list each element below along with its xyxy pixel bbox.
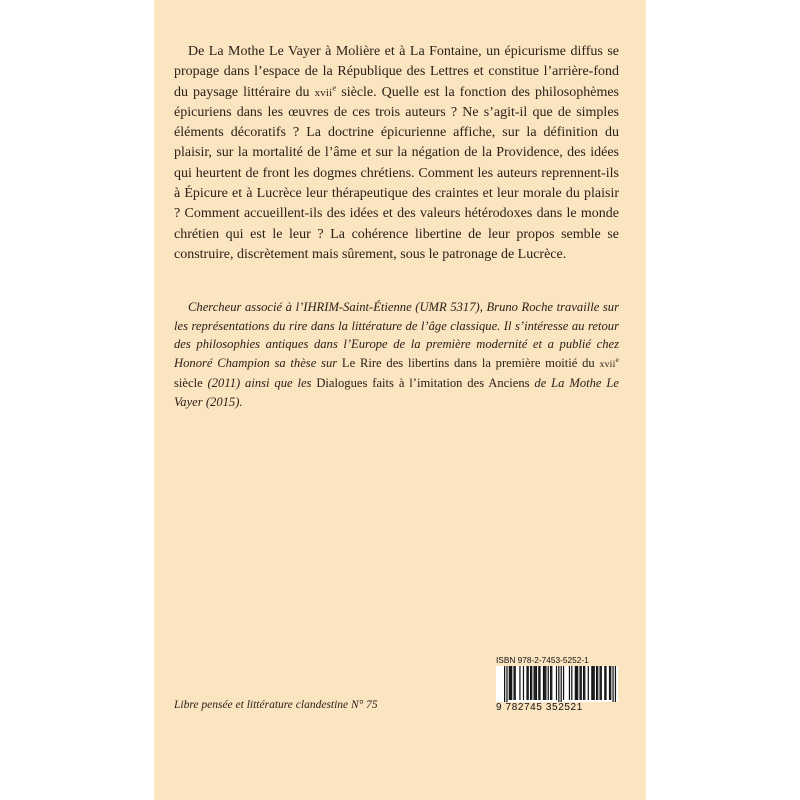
barcode-bar <box>577 666 578 700</box>
barcode-bar <box>615 666 616 704</box>
barcode-bar <box>581 666 582 700</box>
barcode-bar <box>528 666 529 700</box>
century-numeral: xvii <box>314 86 333 99</box>
bio-text-segment2: (2011) ainsi que les <box>202 376 317 390</box>
barcode-bar <box>605 666 606 700</box>
barcode-bars <box>496 666 618 704</box>
barcode-bar <box>530 666 531 700</box>
century-suffix: e <box>332 81 337 92</box>
book-summary <box>174 42 619 265</box>
book-title-century-numeral: xvii <box>599 358 616 370</box>
book-back-cover <box>154 0 646 800</box>
barcode-bar <box>515 666 516 700</box>
barcode-bar <box>504 666 505 704</box>
barcode-bar <box>558 666 559 704</box>
barcode-bar <box>519 666 520 700</box>
barcode-bar <box>576 666 577 700</box>
ean-digits: 9 782745 352521 <box>496 702 618 713</box>
barcode-bar <box>526 666 527 700</box>
book-title-dialogues: Dialogues faits à l’imitation des Anciens <box>316 376 530 390</box>
barcode-bar <box>599 666 600 700</box>
barcode-bar <box>523 666 524 700</box>
author-bio <box>174 298 619 411</box>
barcode-bar <box>583 666 584 700</box>
barcode-bar <box>604 666 605 700</box>
barcode-bar <box>569 666 570 700</box>
barcode-graphic <box>496 666 618 704</box>
barcode-bar <box>584 666 585 700</box>
isbn-number: ISBN 978-2-7453-5252-1 <box>496 655 589 665</box>
barcode-bar <box>543 666 544 700</box>
barcode-bar <box>544 666 545 700</box>
barcode-bar <box>535 666 536 700</box>
barcode-bar <box>511 666 512 700</box>
summary-text-part2: siècle. Quelle est la fonction des philosophèmes épicuriens dans les œuvres de ces trois auteurs ? Ne s’agit-il que de simples éléments décoratifs ? La doctrine épicurienne affiche, sur la définition du plaisir, sur la mortalité de l’âme et sur la négation de la Providence, des idées qui heurtent de front les dogmes chrétiens. Comment les auteurs reprennent-ils à Épicure et à Lucrèce leur thérapeutique des craintes et leur morale du plaisir ? Comment accueillent-ils des idées et des valeurs hétérodoxes dans le monde chrétien qui est le leur ? La cohérence libertine de leur propos semble se construire, discrètement mais sûrement, sous le patronage de Lucrèce. <box>174 84 619 262</box>
bio-text-segment1: Chercheur associé à l’IHRIM-Saint-Étienne (UMR 5317), Bruno Roche travaille sur les représentations du rire dans la littérature de l’âge classique. Il s’intéresse au retour des philosophies antiques dans l’Europe de la première modernité et a publié chez Honoré Champion sa thèse sur <box>174 300 619 370</box>
barcode-bar <box>596 666 597 700</box>
barcode-bar <box>533 666 534 700</box>
barcode-bar <box>551 666 552 700</box>
book-title-century-suffix: e <box>615 354 619 364</box>
bio-text-segment3: de La Mothe Le Vayer (2015). <box>174 376 619 409</box>
barcode-bar <box>561 666 562 704</box>
barcode-bar <box>571 666 572 700</box>
barcode-bar <box>548 666 549 700</box>
barcode-bar <box>531 666 532 700</box>
barcode-bar <box>601 666 602 700</box>
barcode-bar <box>592 666 593 700</box>
book-title-le-rire-end: siècle <box>174 376 203 390</box>
barcode-bar <box>556 666 557 700</box>
barcode-bar <box>594 666 595 700</box>
summary-text-part1: De La Mothe Le Vayer à Molière et à La Fontaine, un épicurisme diffus se propage dans l’espace de la République des Lettres et constitue l’arrière-fond du paysage littéraire du <box>174 44 619 100</box>
barcode-bar <box>610 666 611 700</box>
barcode-bar <box>550 666 551 700</box>
book-title-le-rire-text: Le Rire des libertins dans la première moitié du <box>341 355 600 370</box>
barcode-bar <box>612 666 613 704</box>
barcode-bar <box>591 666 592 700</box>
barcode-bar <box>509 666 510 700</box>
barcode-bar <box>579 666 580 700</box>
barcode-bar <box>609 666 610 700</box>
barcode-bar <box>510 666 511 700</box>
barcode-bar <box>597 666 598 700</box>
series-title: Libre pensée et littérature clandestine N° 75 <box>174 699 378 711</box>
barcode-bar <box>588 666 589 700</box>
barcode-bar <box>545 666 546 700</box>
barcode-bar <box>536 666 537 700</box>
isbn-barcode <box>496 655 618 715</box>
barcode-bar <box>539 666 540 700</box>
barcode-bar <box>506 666 507 704</box>
barcode-bar <box>575 666 576 700</box>
barcode-bar <box>538 666 539 700</box>
barcode-bar <box>513 666 514 700</box>
barcode-bar <box>563 666 564 700</box>
